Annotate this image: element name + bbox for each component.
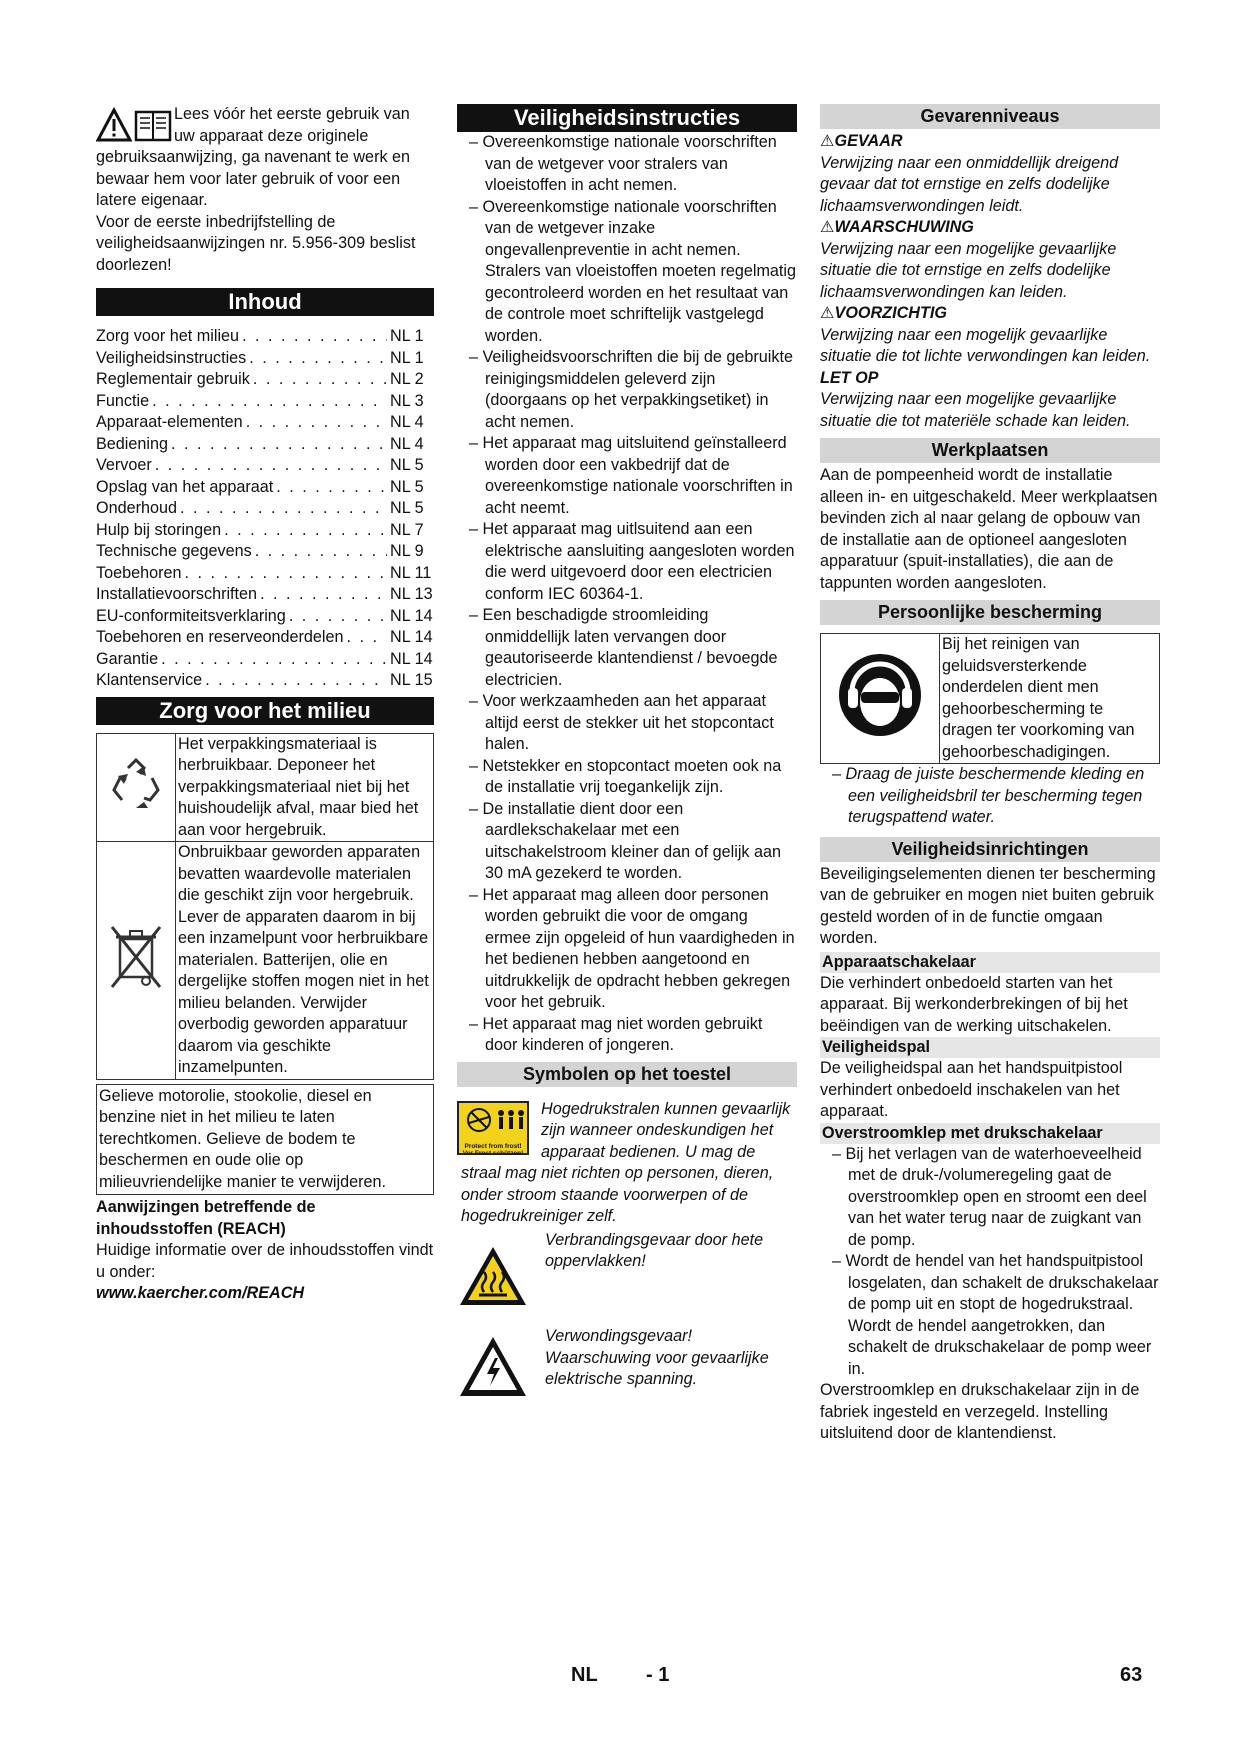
safety-item: – Het apparaat mag niet worden gebruikt door kinderen of jongeren. — [469, 1014, 763, 1054]
valve-item-text: Bij het verlagen van de waterhoeveelheid met de druk-/volumeregeling gaat de overstroomklep open en stroomt een deel van het water terug naar de zuigkant van de pomp. — [845, 1144, 1147, 1249]
toc-entry-title: Toebehoren — [96, 563, 182, 582]
recycle-cell — [97, 733, 176, 842]
hazard-heading: Gevarenniveaus — [820, 104, 1160, 129]
hazard-label-text: VOORZICHTIG — [834, 304, 947, 322]
symbol-high-pressure — [457, 1099, 797, 1228]
ear-eye-protection-cell — [821, 634, 940, 764]
toc-entry-title: Vervoer — [96, 456, 152, 474]
toc-entry-leader — [276, 477, 387, 499]
toc-entry[interactable] — [96, 627, 434, 649]
valve-heading: Overstroomklep met drukschakelaar — [820, 1123, 1160, 1144]
safety-item: – Netstekker en stopcontact moeten ook na de installatie vrij toegankelijk zijn. — [469, 756, 782, 796]
table-row — [97, 733, 434, 842]
toc-entry-page: NL 1 — [390, 348, 424, 367]
safety-item-text: Netstekker en stopcontact moeten ook na de installatie vrij toegankelijk zijn. — [482, 756, 782, 796]
safety-item-text: Het apparaat mag uitsluitend geïnstalleerd worden door een vakbedrijf dat de overeenkomstige nationale voorschriften in acht neemt. — [482, 434, 793, 517]
toc-entry-leader — [180, 498, 387, 520]
hazard-description: Verwijzing naar een mogelijke gevaarlijke situatie die tot ernstige en zelfs dodelijke lichaamsverwondingen kan leiden. — [820, 239, 1117, 301]
safety-item-text: Het apparaat mag niet worden gebruikt door kinderen of jongeren. — [482, 1014, 763, 1054]
symbol-burn — [457, 1230, 797, 1315]
valve-item: – Bij het verlagen van de waterhoeveelheid met de druk-/volumeregeling gaat de overstroomklep open en stroomt een deel van het water terug naar de zuigkant van de pomp. — [832, 1144, 1147, 1249]
column-middle — [457, 104, 797, 1407]
safety-devices-heading: Veiligheidsinrichtingen — [820, 837, 1160, 862]
safety-item: – Overeenkomstige nationale voorschriften van de wetgever voor stralers van vloeistoffen in acht nemen. — [469, 133, 777, 194]
toc-entry-leader — [289, 606, 387, 628]
toc-entry-leader — [255, 541, 387, 563]
toc-entry[interactable] — [96, 326, 434, 348]
oil-note: Gelieve motorolie, stookolie, diesel en benzine niet in het milieu te laten terechtkomen. Gelieve de bodem te beschermen en oude olie op milieuvriendelijke manier te verwijderen. — [96, 1084, 434, 1196]
hazard-label — [820, 217, 1160, 239]
toc-entry[interactable] — [96, 369, 434, 391]
hazard-description: Verwijzing naar een mogelijk gevaarlijke situatie die tot lichte verwondingen kan leiden. — [820, 325, 1151, 365]
hazard-label — [820, 368, 1160, 390]
toc-entry-leader — [347, 627, 388, 649]
toc-entry-leader — [171, 434, 387, 456]
toc-entry[interactable] — [96, 520, 434, 542]
intro-paragraph-1: Lees vóór het eerste gebruik van uw apparaat deze originele gebruiksaanwijzing, ga navenant te werk en bewaar hem voor later gebruik of voor een latere eigenaar. — [96, 105, 411, 209]
toc-entry-title: Klantenservice — [96, 671, 203, 689]
warning-triangle-icon — [98, 110, 130, 140]
protection-heading: Persoonlijke bescherming — [820, 600, 1160, 625]
persons-icon — [498, 1110, 524, 1129]
toc-entry-leader — [260, 584, 387, 606]
valve-note: Overstroomklep en drukschakelaar zijn in de fabriek ingesteld en verzegeld. Instelling uitsluitend door de klantendienst. — [820, 1381, 1140, 1442]
burn-text: Verbrandingsgevaar door hete oppervlakken! — [545, 1230, 764, 1270]
footer-page-number: 63 — [1120, 1664, 1143, 1686]
toc-entry[interactable] — [96, 455, 434, 477]
toc-entry-page: NL 15 — [390, 671, 433, 689]
safety-item-text: Het apparaat mag alleen door personen worden gebruikt die voor de omgang ermee zijn opgeleid of hun vaardigheden in het bedienen hebben aangetoond en uitdrukkelijk de opdracht hebben gekregen voor het gebruik. — [482, 885, 795, 1011]
reach-heading: Aanwijzingen betreffende de inhoudsstoffen (REACH) — [96, 1198, 316, 1238]
workplaces-heading: Werkplaatsen — [820, 438, 1160, 463]
valve-list — [820, 1144, 1160, 1381]
hazard-label-text: GEVAAR — [834, 132, 903, 150]
toc-entry-page: NL 4 — [390, 434, 424, 453]
protection-box — [820, 633, 1160, 764]
toc-entry-title: Apparaat-elementen — [96, 413, 243, 431]
no-spray-icon — [468, 1109, 490, 1131]
safety-item: – Het apparaat mag uitsluitend geïnstalleerd worden door een vakbedrijf dat de overeenkomstige nationale voorschriften in acht neemt. — [469, 434, 793, 517]
environment-heading: Zorg voor het milieu — [96, 697, 434, 725]
hearing-eye-protection-icon — [837, 652, 923, 738]
toc-entry-title: Toebehoren en reserveonderdelen — [96, 628, 344, 646]
toc-entry[interactable] — [96, 563, 434, 585]
safety-item-text: Veiligheidsvoorschriften die bij de gebruikte reinigingsmiddelen geleverd zijn (doorgaans op het verpakkingsetiket) in acht nemen. — [482, 348, 793, 431]
toc-entry[interactable] — [96, 649, 434, 671]
hazard-list — [820, 131, 1160, 432]
valve-item-text: Wordt de hendel van het handspuitpistool losgelaten, dan schakelt de drukschakelaar de pomp uit en stopt de hogedrukstraal. Wordt de hendel aangetrokken, dan schakelt de drukschakelaar de pomp weer in. — [845, 1252, 1159, 1378]
toc-entry[interactable] — [96, 391, 434, 413]
protection-item: – Draag de juiste beschermende kleding en een veiligheidsbril ter bescherming tegen terugspattend water. — [832, 765, 1145, 826]
symbols-heading: Symbolen op het toestel — [457, 1062, 797, 1087]
footer-page-ref: - 1 — [646, 1664, 670, 1686]
toc-entry-leader — [205, 670, 387, 692]
read-manual-icons — [96, 106, 174, 146]
high-pressure-label-text: Protect from frost! Vor Frost schützen! — [462, 1143, 524, 1157]
toc-entry-page: NL 5 — [390, 499, 424, 517]
hazard-label-text: WAARSCHUWING — [834, 218, 974, 236]
warning-triangle-icon: ⚠ — [820, 132, 835, 150]
safety-item: – Veiligheidsvoorschriften die bij de gebruikte reinigingsmiddelen geleverd zijn (doorgaans op het verpakkingsetiket) in acht nemen. — [469, 348, 793, 431]
toc-entry-leader — [185, 563, 387, 585]
toc-entry-leader — [253, 369, 387, 391]
toc-entry-leader — [224, 520, 387, 542]
toc-entry[interactable] — [96, 584, 434, 606]
toc-entry-page: NL 14 — [390, 649, 433, 668]
toc-entry[interactable] — [96, 606, 434, 628]
safety-item-text: Overeenkomstige nationale voorschriften van de wetgever voor stralers van vloeistoffen in acht nemen. — [482, 133, 777, 194]
safety-item-text: Een beschadigde stroomleiding onmiddellijk laten vervangen door geautoriseerde klantendienst / bevoegde electricien. — [482, 606, 778, 689]
pawl-heading: Veiligheidspal — [820, 1037, 1160, 1058]
warning-triangle-icon: ⚠ — [820, 304, 835, 322]
safety-devices-intro: Beveiligingselementen dienen ter bescherming van de gebruiker en mogen niet buiten gebruik gesteld worden of in de functie omgaan worden. — [820, 864, 1156, 947]
toc-entry[interactable] — [96, 412, 434, 434]
high-pressure-text: Hogedrukstralen kunnen gevaarlijk zijn wanneer ondeskundigen het apparaat bedienen. U mag de straal mag niet richten op personen, dieren, onder stroom staande voorwerpen of de hogedrukreiniger zelf. — [461, 1099, 791, 1225]
environment-table — [96, 733, 434, 1080]
column-left — [96, 104, 434, 1305]
disposal-text: Onbruikbaar geworden apparaten bevatten waardevolle materialen die geschikt zijn voor hergebruik. Lever de apparaten daarom in bij een inzamelpunt voor herbruikbare materialen. Batterijen, olie en dergelijke stoffen mogen niet in het milieu belanden. Verwijder overbodig geworden apparatuur daarom via geschikte inzamelpunten. — [176, 842, 434, 1080]
warning-triangle-icon: ⚠ — [820, 218, 835, 236]
toc-entry[interactable] — [96, 541, 434, 563]
recycle-icon — [106, 754, 166, 814]
safety-item: – Een beschadigde stroomleiding onmiddellijk laten vervangen door geautoriseerde klantendienst / bevoegde electricien. — [469, 606, 778, 689]
workplaces-text: Aan de pompeenheid wordt de installatie alleen in- en uitgeschakeld. Meer werkplaatsen bevinden zich al naar gelang de opbouw van de installatie aan de optioneel aangesloten apparatuur (spuit-installaties), die aan de tappunten worden aangesloten. — [820, 466, 1158, 592]
safety-item-text: De installatie dient door een aardlekschakelaar met een uitschakelstroom kleiner dan of gelijk aan 30 mA gezekerd te worden. — [482, 799, 782, 882]
toc-entry-title: Installatievoorschriften — [96, 585, 258, 603]
toc-entry-title: Opslag van het apparaat — [96, 477, 274, 496]
safety-item: – Het apparaat mag uitlsuitend aan een elektrische aansluiting aangesloten worden die werd uitgevoerd door een electricien conform IEC 60364-1. — [469, 520, 795, 603]
intro-paragraph-2: Voor de eerste inbedrijfstelling de veiligheidsaanwijzingen nr. 5.956-309 beslist doorlezen! — [96, 212, 416, 274]
safety-item-text: Overeenkomstige nationale voorschriften van de wetgever inzake ongevallenpreventie in acht nemen. Stralers van vloeistoffen moeten regelmatig gecontroleerd worden en het resultaat van de controle moet schriftelijk vastgelegd worden. — [482, 197, 797, 345]
toc-entry-title: Garantie — [96, 649, 159, 668]
safety-item-text: Het apparaat mag uitlsuitend aan een elektrische aansluiting aangesloten worden die werd uitgevoerd door een electricien conform IEC 60364-1. — [482, 520, 795, 603]
toc-entry-page: NL 1 — [390, 327, 424, 345]
toc-entry-page: NL 14 — [390, 628, 433, 646]
manual-book-icon — [136, 112, 170, 140]
toc-entry-page: NL 9 — [390, 542, 424, 560]
reach-link[interactable]: www.kaercher.com/REACH — [96, 1284, 305, 1302]
toc-entry-title: Onderhoud — [96, 499, 178, 517]
hazard-label — [820, 303, 1160, 325]
table-row — [97, 842, 434, 1080]
footer-lang: NL — [571, 1664, 598, 1686]
intro — [96, 104, 434, 276]
recycle-text: Het verpakkingsmateriaal is herbruikbaar. Deponeer het verpakkingsmateriaal niet bij het huishoudelijk afval, maar bied het aan voor hergebruik. — [176, 733, 434, 842]
hazard-description: Verwijzing naar een mogelijke gevaarlijke situatie die tot materiële schade kan leiden. — [820, 390, 1131, 430]
toc-entry-leader — [152, 391, 387, 413]
toc-heading: Inhoud — [96, 288, 434, 316]
toc-entry-page: NL 11 — [390, 563, 432, 582]
toc-entry-title: Technische gegevens — [96, 542, 252, 560]
safety-item: – Het apparaat mag alleen door personen worden gebruikt die voor de omgang ermee zijn opgeleid of hun vaardigheden in het bedienen hebben aangetoond en uitdrukkelijk de opdracht hebben gekregen voor het gebruik. — [469, 885, 795, 1011]
high-pressure-label — [457, 1101, 529, 1155]
toc-entry[interactable] — [96, 670, 434, 692]
hazard-label — [820, 131, 1160, 153]
toc-entry[interactable] — [96, 498, 434, 520]
toc-entry-page: NL 5 — [390, 477, 424, 496]
crossed-bin-icon — [106, 921, 166, 993]
bin-cell — [97, 842, 176, 1080]
pawl-text: De veiligheidspal aan het handspuitpistool verhindert onbedoeld inschakelen van het apparaat. — [820, 1059, 1123, 1120]
toc-entry-leader — [155, 455, 387, 477]
safety-item: – De installatie dient door een aardlekschakelaar met een uitschakelstroom kleiner dan of gelijk aan 30 mA gezekerd te worden. — [469, 799, 782, 882]
switch-text: Die verhindert onbedoeld starten van het apparaat. Bij werkonderbrekingen of bij het beëindigen van de werking uitschakelen. — [820, 973, 1128, 1035]
toc-entry-leader — [161, 649, 387, 671]
toc-entry-page: NL 13 — [390, 585, 433, 603]
safety-item: – Overeenkomstige nationale voorschriften van de wetgever inzake ongevallenpreventie in acht nemen. Stralers van vloeistoffen moeten regelmatig gecontroleerd worden en het resultaat van de controle moet schriftelijk vastgelegd worden. — [469, 197, 797, 345]
valve-item: – Wordt de hendel van het handspuitpistool losgelaten, dan schakelt de drukschakelaar de pomp uit en stopt de hogedrukstraal. Wordt de hendel aangetrokken, dan schakelt de drukschakelaar de pomp weer in. — [832, 1252, 1159, 1378]
safety-item: – Voor werkzaamheden aan het apparaat altijd eerst de stekker uit het stopcontact halen. — [469, 692, 774, 753]
hazard-label-text: LET OP — [820, 368, 879, 387]
toc-entry-title: Zorg voor het milieu — [96, 327, 240, 345]
safety-heading: Veiligheidsinstructies — [457, 104, 797, 132]
switch-heading: Apparaatschakelaar — [820, 952, 1160, 973]
toc-entry-title: Reglementair gebruik — [96, 370, 250, 388]
toc-entry-title: EU-conformiteitsverklaring — [96, 606, 286, 625]
toc-entry-title: Veiligheidsinstructies — [96, 348, 247, 367]
reach-text: Huidige informatie over de inhoudsstoffen vindt u onder: — [96, 1241, 434, 1281]
toc-entry-page: NL 5 — [390, 456, 424, 474]
toc-entry-page: NL 4 — [390, 413, 424, 431]
table-row — [821, 634, 1160, 764]
hazard-description: Verwijzing naar een onmiddellijk dreigend gevaar dat tot ernstige en zelfs dodelijke lichaamsverwondingen leidt. — [820, 153, 1119, 215]
toc-entry[interactable] — [96, 348, 434, 370]
column-right — [820, 104, 1160, 1445]
high-pressure-label-icon — [459, 1103, 527, 1137]
toc-entry-page: NL 7 — [390, 520, 424, 539]
toc-entry[interactable] — [96, 434, 434, 456]
safety-item-text: Voor werkzaamheden aan het apparaat altijd eerst de stekker uit het stopcontact halen. — [482, 692, 774, 753]
toc-entry-title: Bediening — [96, 434, 169, 453]
toc-entry-title: Hulp bij storingen — [96, 520, 222, 539]
toc-entry-page: NL 3 — [390, 391, 424, 410]
safety-list — [457, 132, 797, 1057]
high-voltage-icon — [457, 1334, 529, 1400]
toc-entry-leader — [242, 326, 387, 348]
toc-entry-page: NL 14 — [390, 606, 433, 625]
toc-entry-title: Functie — [96, 391, 150, 410]
toc-entry[interactable] — [96, 477, 434, 499]
electric-text: Verwondingsgevaar! Waarschuwing voor gevaarlijke elektrische spanning. — [545, 1327, 769, 1388]
toc-entry-leader — [249, 348, 387, 370]
hot-surface-icon — [457, 1244, 529, 1308]
symbol-electric — [457, 1326, 797, 1407]
toc-list — [96, 326, 434, 692]
toc-entry-page: NL 2 — [390, 370, 424, 388]
protection-box-text: Bij het reinigen van geluidsversterkende onderdelen dient men gehoorbescherming te dragen ter voorkoming van gehoorbeschadigingen. — [940, 634, 1160, 764]
toc-entry-leader — [246, 412, 387, 434]
